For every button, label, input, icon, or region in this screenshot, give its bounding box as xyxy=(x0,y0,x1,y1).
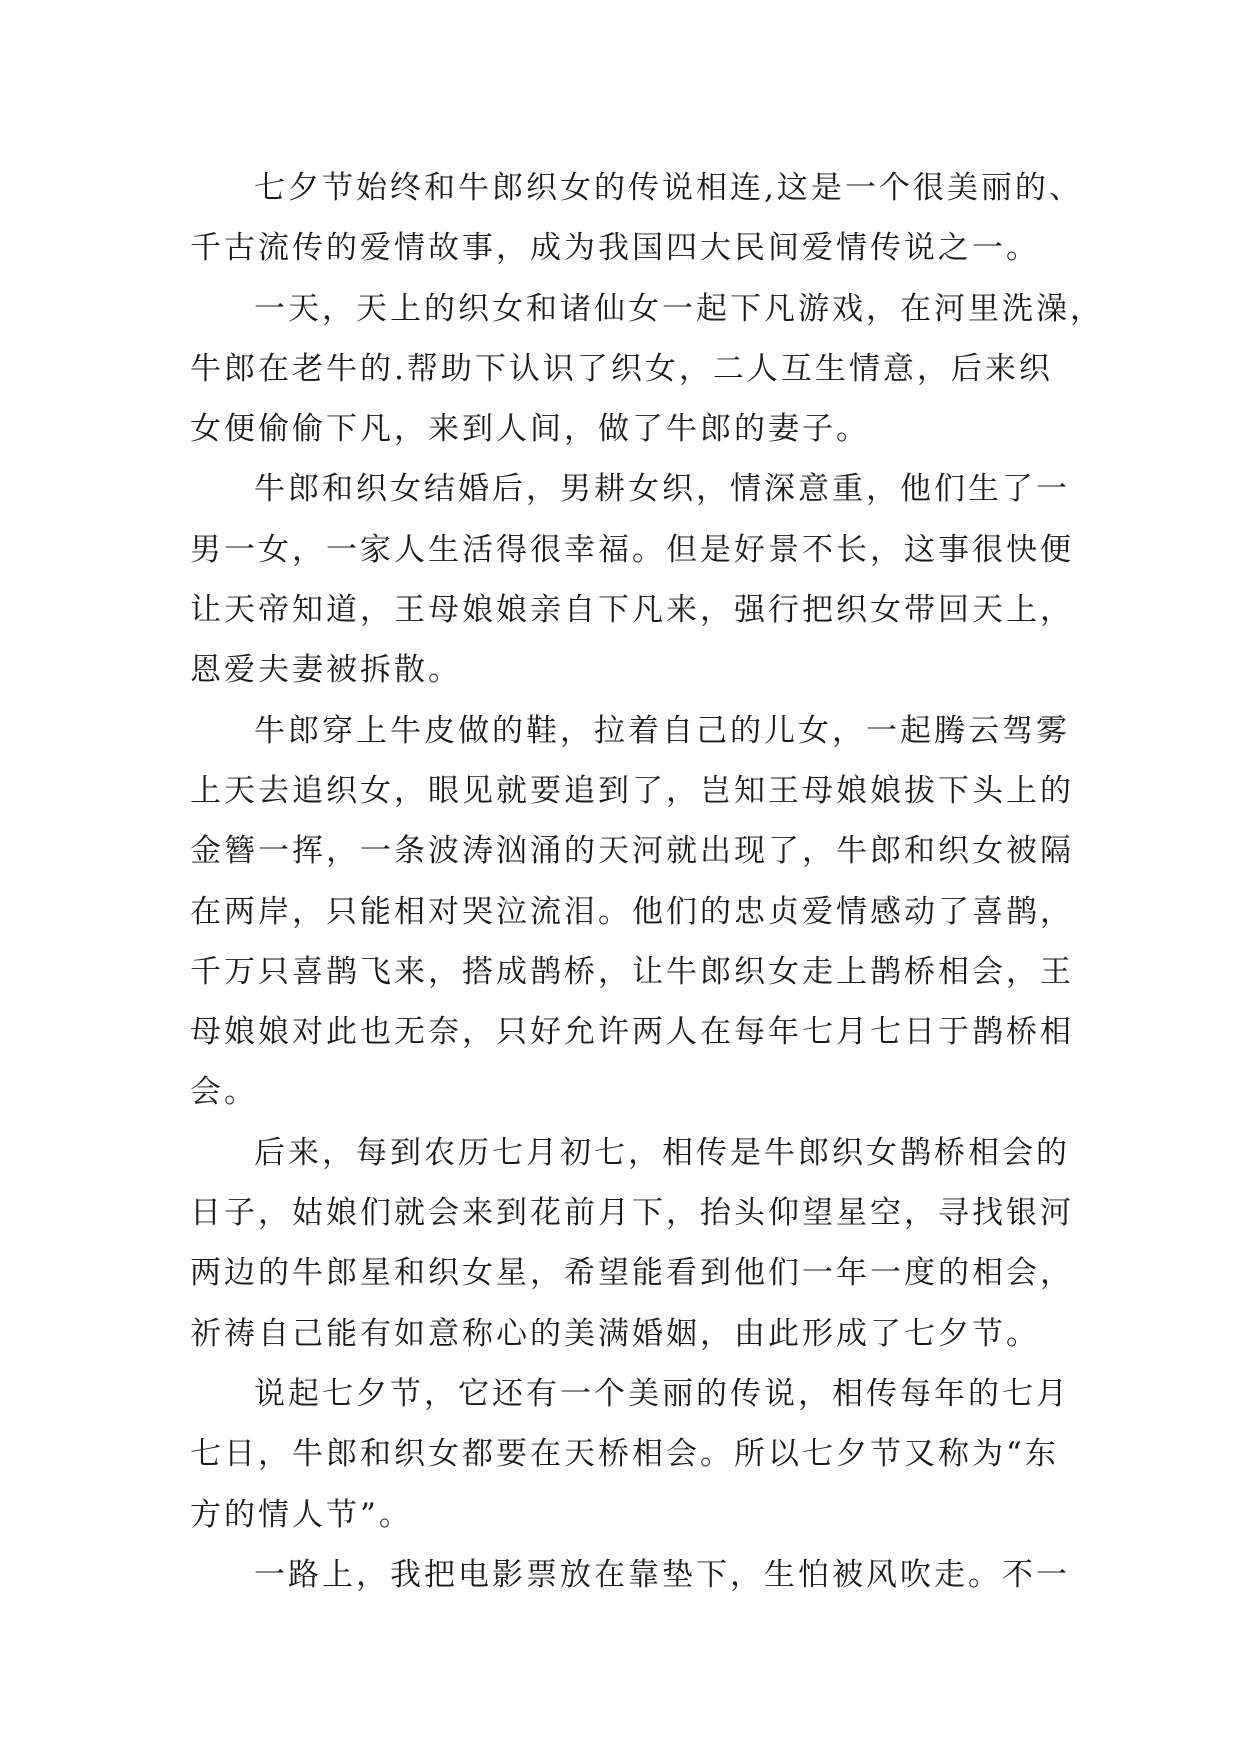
text-line: 千万只喜鹊飞来，搭成鹊桥，让牛郎织女走上鹊桥相会，王 xyxy=(190,953,1074,990)
text-line: 牛郎在老牛的.帮助下认识了织女，二人互生情意，后来织 xyxy=(190,350,1053,387)
text-line: 上天去追织女，眼见就要追到了，岂知王母娘娘拔下头上的 xyxy=(190,772,1074,809)
text-line: 男一女，一家人生活得很幸福。但是好景不长，这事很快便 xyxy=(190,531,1074,568)
document-body xyxy=(190,158,1104,1605)
paragraph xyxy=(190,1545,1070,1605)
paragraph xyxy=(190,1364,1070,1545)
text-line: 恩爱夫妻被拆散。 xyxy=(190,652,462,689)
paragraph xyxy=(190,701,1074,1123)
paragraph xyxy=(190,459,1074,700)
text-line: 女便偷偷下凡，来到人间，做了牛郎的妻子。 xyxy=(190,411,870,448)
text-line: 金簪一挥，一条波涛汹涌的天河就出现了，牛郎和织女被隔 xyxy=(190,833,1074,870)
paragraph xyxy=(190,1123,1074,1364)
text-line: 母娘娘对此也无奈，只好允许两人在每年七月七日于鹊桥相 xyxy=(190,1014,1074,1051)
text-line: 一天，天上的织女和诸仙女一起下凡游戏，在河里洗澡， xyxy=(254,290,1104,327)
text-line: 日子，姑娘们就会来到花前月下，抬头仰望星空，寻找银河 xyxy=(190,1195,1074,1232)
text-line: 会。 xyxy=(190,1074,258,1111)
paragraph xyxy=(190,158,1083,279)
text-line: 两边的牛郎星和织女星，希望能看到他们一年一度的相会， xyxy=(190,1255,1074,1292)
text-line: 说起七夕节，它还有一个美丽的传说，相传每年的七月 xyxy=(254,1375,1070,1412)
text-line: 七日，牛郎和织女都要在天桥相会。所以七夕节又称为“东 xyxy=(190,1436,1059,1473)
paragraph xyxy=(190,279,1104,460)
text-line: 千古流传的爱情故事，成为我国四大民间爱情传说之一。 xyxy=(190,230,1040,267)
text-line: 牛郎穿上牛皮做的鞋，拉着自己的儿女，一起腾云驾雾 xyxy=(254,712,1070,749)
text-line: 牛郎和织女结婚后，男耕女织，情深意重，他们生了一 xyxy=(254,471,1070,508)
text-line: 在两岸，只能相对哭泣流泪。他们的忠贞爱情感动了喜鹊， xyxy=(190,893,1074,930)
text-line: 让天帝知道，王母娘娘亲自下凡来，强行把织女带回天上， xyxy=(190,592,1074,629)
text-line: 方的情人节”。 xyxy=(190,1496,413,1533)
text-line: 祈祷自己能有如意称心的美满婚姻，由此形成了七夕节。 xyxy=(190,1315,1040,1352)
text-line: 一路上，我把电影票放在靠垫下，生怕被风吹走。不一 xyxy=(254,1556,1070,1593)
text-line: 后来，每到农历七月初七，相传是牛郎织女鹊桥相会的 xyxy=(254,1134,1070,1171)
text-line: 七夕节始终和牛郎织女的传说相连,这是一个很美丽的、 xyxy=(254,170,1083,206)
